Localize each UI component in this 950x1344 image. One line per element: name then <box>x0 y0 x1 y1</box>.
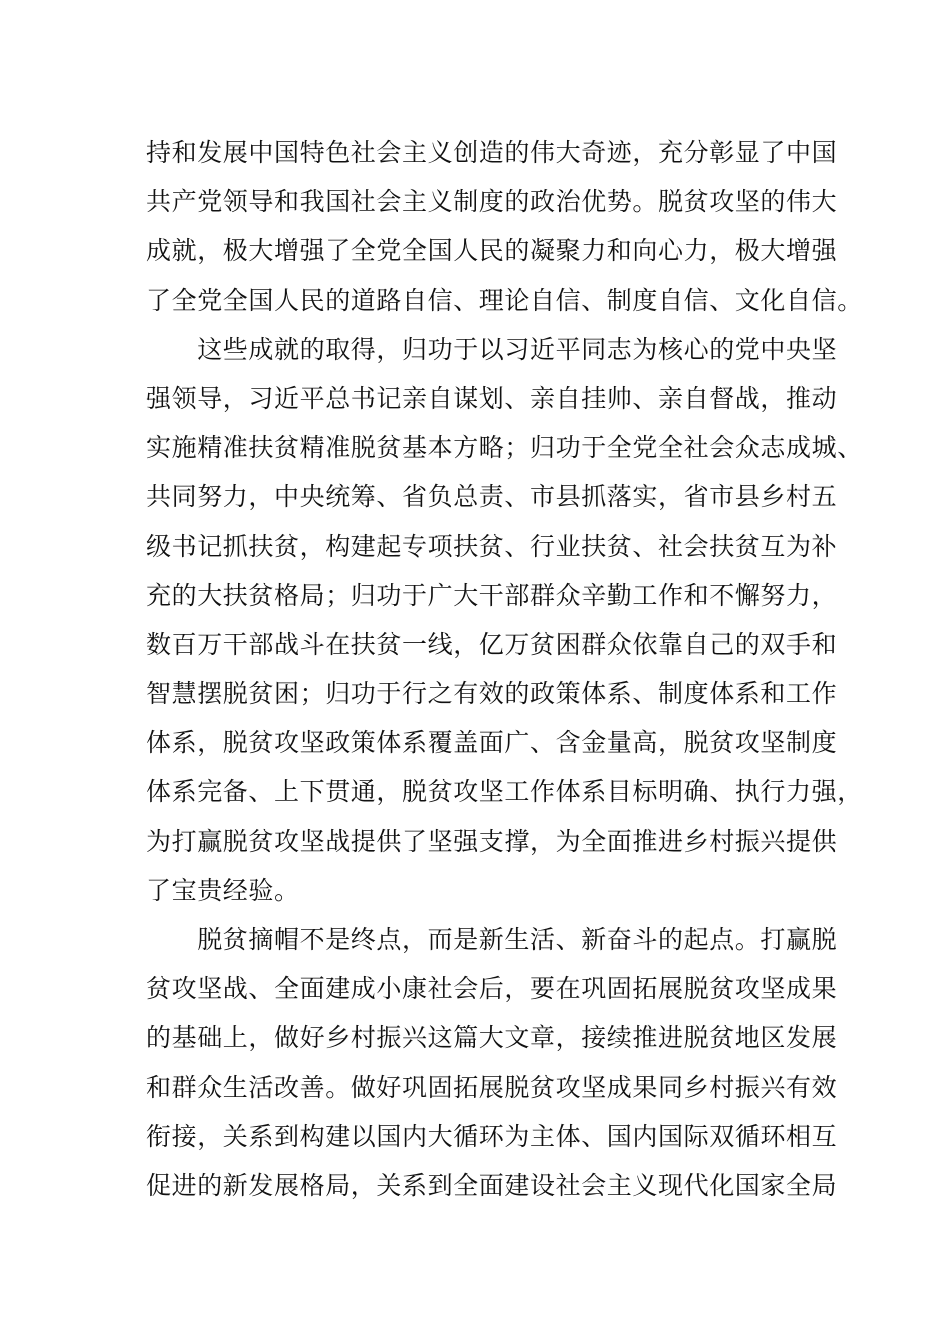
text-line: 智慧摆脱贫困；归功于行之有效的政策体系、制度体系和工作 <box>146 679 838 709</box>
text-line: 共同努力，中央统筹、省负总责、市县抓落实，省市县乡村五 <box>146 482 838 512</box>
text-line: 了全党全国人民的道路自信、理论自信、制度自信、文化自信。 <box>146 285 863 315</box>
text-line: 实施精准扶贫精准脱贫基本方略；归功于全党全社会众志成城、 <box>146 433 863 463</box>
text-line: 体系，脱贫攻坚政策体系覆盖面广、含金量高，脱贫攻坚制度 <box>146 728 838 758</box>
text-line: 贫攻坚战、全面建成小康社会后，要在巩固拓展脱贫攻坚成果 <box>146 974 838 1004</box>
text-line: 为打赢脱贫攻坚战提供了坚强支撑，为全面推进乡村振兴提供 <box>146 826 838 856</box>
text-line: 促进的新发展格局，关系到全面建设社会主义现代化国家全局 <box>146 1170 838 1200</box>
text-line: 了宝贵经验。 <box>146 875 300 905</box>
text-line: 强领导，习近平总书记亲自谋划、亲自挂帅、亲自督战，推动 <box>146 383 838 413</box>
text-line: 共产党领导和我国社会主义制度的政治优势。脱贫攻坚的伟大 <box>146 187 838 217</box>
text-line: 数百万干部战斗在扶贫一线，亿万贫困群众依靠自己的双手和 <box>146 629 838 659</box>
text-line: 级书记抓扶贫，构建起专项扶贫、行业扶贫、社会扶贫互为补 <box>146 531 838 561</box>
paragraph-3 <box>146 915 838 1210</box>
text-line: 和群众生活改善。做好巩固拓展脱贫攻坚成果同乡村振兴有效 <box>146 1072 838 1102</box>
body-text <box>146 128 863 1210</box>
text-line: 的基础上，做好乡村振兴这篇大文章，接续推进脱贫地区发展 <box>146 1023 838 1053</box>
paragraph-1 <box>146 128 863 325</box>
text-line: 充的大扶贫格局；归功于广大干部群众辛勤工作和不懈努力， <box>146 580 838 610</box>
text-line: 衔接，关系到构建以国内大循环为主体、国内国际双循环相互 <box>146 1121 838 1151</box>
text-line: 体系完备、上下贯通，脱贫攻坚工作体系目标明确、执行力强， <box>146 777 863 807</box>
text-line: 持和发展中国特色社会主义创造的伟大奇迹，充分彰显了中国 <box>146 138 838 167</box>
text-line: 这些成就的取得，归功于以习近平同志为核心的党中央坚 <box>146 334 838 364</box>
paragraph-2 <box>146 325 863 915</box>
text-line: 脱贫摘帽不是终点，而是新生活、新奋斗的起点。打赢脱 <box>146 925 838 954</box>
text-line: 成就，极大增强了全党全国人民的凝聚力和向心力，极大增强 <box>146 236 838 266</box>
